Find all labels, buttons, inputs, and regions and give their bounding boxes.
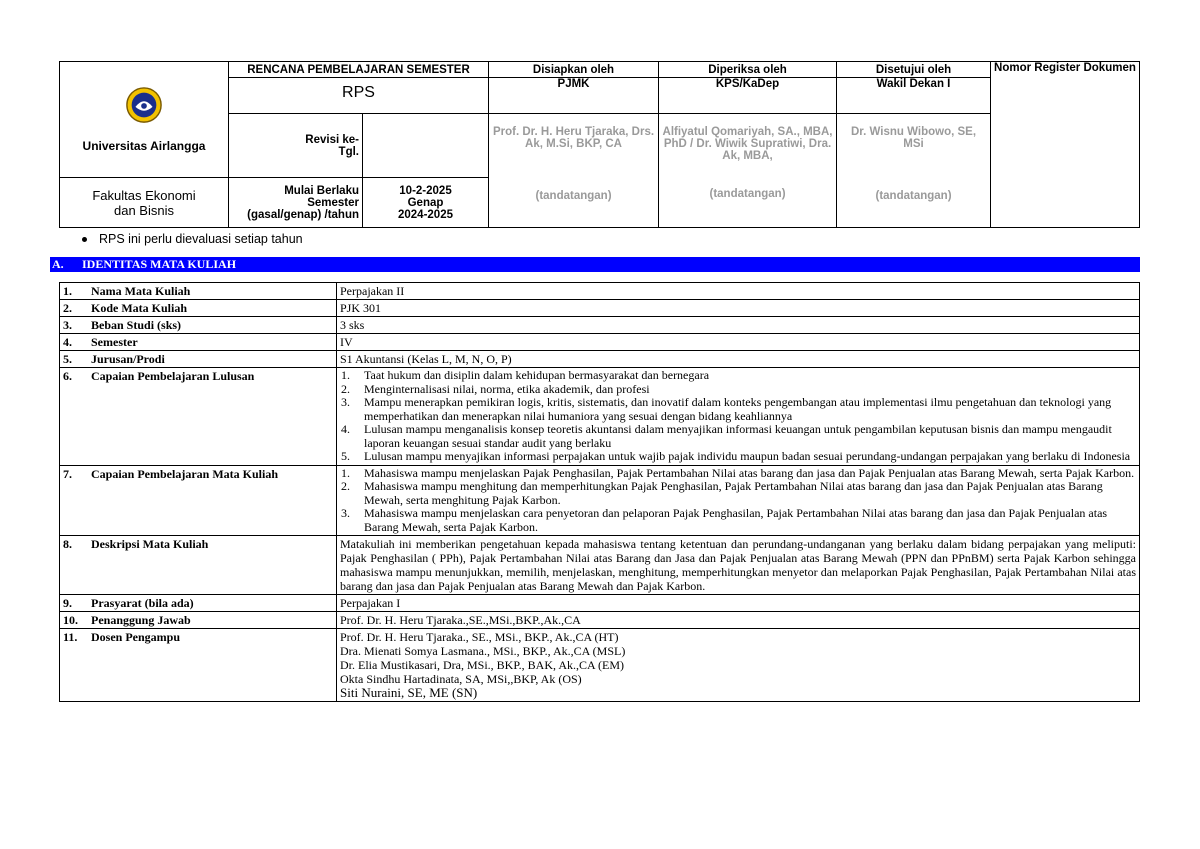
row-label: Capaian Pembelajaran Mata Kuliah	[91, 466, 279, 481]
course-description-value: Matakuliah ini memberikan pengetahuan kepada mahasiswa tentang ketentuan dan perundang-undanganan yang berlaku dalam bidang perpajakan yang meliputi: Pajak Penghasilan ( PPh), Pajak Pertambahan Nilai atas Barang dan Jasa dan Pajak Penjualan atas Barang Mewah (PPN dan PPnBM) serta Pajak Karbon sehingga mahasiswa mampu menunjukkan, memilih, menjelaskan, menghitung, memperhitungkan menyetor dan melaporkan Pajak Penghasilan, Pajak Pertambahan Nilai atas barang dan jasa dan Pajak Penjualan atas Barang Mewah dan Pajak Karbon.	[337, 536, 1140, 595]
lecturer-line: Dra. Mienati Somya Lasmana., MSi., BKP., Ak.,CA (MSL)	[340, 644, 626, 658]
table-row: 11. Dosen Pengampu Prof. Dr. H. Heru Tjaraka., SE., MSi., BKP., Ak.,CA (HT) Dra. Mienati Somya Lasmana., MSi., BKP., Ak.,CA (MSL) Dr. Elia Mustikasari, Dra, MSi., BKP., BAK, Ak.,CA (EM) Okta Sindhu Hartadinata, SA, MSi,,BKP, Ak (OS) Siti Nuraini, SE, ME (SN)	[60, 629, 1140, 702]
course-outcomes-cell	[337, 465, 1140, 536]
checked-name: Alfiyatul Qomariyah, SA., MBA, PhD / Dr. Wiwik Supratiwi, Dra. Ak, MBA,	[662, 126, 833, 162]
lecturers-cell	[337, 629, 1140, 702]
semester-value: IV	[337, 334, 1140, 351]
course-name-value: Perpajakan II	[337, 283, 1140, 300]
revisi-label: Revisi ke-	[305, 133, 359, 146]
table-row: 10. Penanggung Jawab Prof. Dr. H. Heru Tjaraka.,SE.,MSi.,BKP.,Ak.,CA	[60, 612, 1140, 629]
lecturer-line: Siti Nuraini, SE, ME (SN)	[340, 685, 478, 700]
approved-cell	[837, 114, 991, 228]
table-row: 1. Nama Mata Kuliah Perpajakan II	[60, 283, 1140, 300]
graduate-outcomes-list	[340, 369, 1136, 464]
lecturer-line: Okta Sindhu Hartadinata, SA, MSi,,BKP, Ak (OS)	[340, 672, 582, 686]
faculty-cell	[60, 178, 229, 228]
credits-value: 3 sks	[337, 317, 1140, 334]
revisi-cell	[229, 114, 363, 178]
document-header-table	[59, 61, 1140, 228]
table-row: 2. Kode Mata Kuliah PJK 301	[60, 300, 1140, 317]
revisi-value	[363, 114, 489, 178]
approved-role: Wakil Dekan I	[837, 78, 991, 114]
register-label: Nomor Register Dokumen	[991, 62, 1140, 228]
university-name: Universitas Airlangga	[82, 139, 206, 153]
table-row: 8. Deskripsi Mata Kuliah Matakuliah ini memberikan pengetahuan kepada mahasiswa tentang ketentuan dan perundang-undanganan yang berlaku dalam bidang perpajakan yang meliputi: Pajak Penghasilan ( PPh), Pajak Pertambahan Nilai atas Barang dan Jasa dan Pajak Penjualan atas Barang Mewah (PPN dan PPnBM) serta Pajak Karbon sehingga mahasiswa mampu menunjukkan, memilih, menjelaskan, menghitung, memperhitungkan menyetor dan melaporkan Pajak Penghasilan, Pajak Pertambahan Nilai atas barang dan jasa dan Pajak Penjualan atas Barang Mewah dan Pajak Karbon.	[60, 536, 1140, 595]
list-item: 3. Mahasiswa mampu menjelaskan cara penyetoran dan pelaporan Pajak Penghasilan, Pajak Pertambahan Nilai atas barang dan jasa dan Pajak Penjualan atas Barang Mewah, serta Pajak Karbon.	[341, 506, 1108, 534]
list-item: 4. Lulusan mampu menganalisis konsep teoretis akuntansi dalam menyajikan informasi keuangan untuk pengambilan keputusan bisnis dan mampu mengaudit laporan keuangan sesuai standar audit yang berlaku	[341, 422, 1112, 450]
row-label: Prasyarat (bila ada)	[91, 596, 194, 610]
table-row: 6. Capaian Pembelajaran Lulusan 1. Taat hukum dan disiplin dalam kehidupan bermasyarakat dan bernegara 2. Menginternalisasi nilai, norma, etika akademik, dan profesi 3. Mampu menerapkan pemikiran logis, kritis, sistematis, dan inovatif dalam konteks pengembangan atau implementasi ilmu pengetahuan dan teknologi yang memperhatikan dan menerapkan nilai humaniora yang sesuai dengan bidang keahliannya 4. Lulusan mampu menganalisis konsep teoretis akuntansi dalam menyajikan informasi keuangan untuk pengambilan keputusan bisnis dan mampu mengaudit laporan keuangan sesuai standar audit yang berlaku 5. Lulusan mampu menyajikan informasi perpajakan untuk wajib pajak individu maupun badan sesuai perundang-undangan perpajakan yang berlaku di Indonesia	[60, 368, 1140, 466]
section-bar	[50, 257, 1140, 272]
table-row: 5. Jurusan/Prodi S1 Akuntansi (Kelas L, M, N, O, P)	[60, 351, 1140, 368]
tahun-value: 2024-2025	[398, 208, 453, 221]
prepared-cell	[489, 114, 659, 228]
list-item: 2. Menginternalisasi nilai, norma, etika akademik, dan profesi	[341, 381, 650, 396]
program-value: S1 Akuntansi (Kelas L, M, N, O, P)	[337, 351, 1140, 368]
graduate-outcomes-cell	[337, 368, 1140, 466]
list-item: 2. Mahasiswa mampu menghitung dan memperhitungkan Pajak Penghasilan, Pajak Pertambahan Nilai atas barang dan jasa dan Pajak Penjualan atas Barang Mewah, serta menghitung Pajak Karbon.	[341, 479, 1103, 507]
table-row: 9. Prasyarat (bila ada) Perpajakan I	[60, 595, 1140, 612]
prepared-name: Prof. Dr. H. Heru Tjaraka, Drs. Ak, M.Si, BKP, CA	[492, 126, 655, 150]
tahun-label: (gasal/genap) /tahun	[247, 208, 359, 221]
section-letter: A.	[52, 257, 64, 271]
lecturer-line: Prof. Dr. H. Heru Tjaraka., SE., MSi., BKP., Ak.,CA (HT)	[340, 630, 619, 644]
list-item: 3. Mampu menerapkan pemikiran logis, kritis, sistematis, dan inovatif dalam konteks pengembangan atau implementasi ilmu pengetahuan dan teknologi yang memperhatikan dan menerapkan nilai humaniora yang sesuai dengan bidang keahliannya	[341, 395, 1112, 423]
list-item: 1. Taat hukum dan disiplin dalam kehidupan bermasyarakat dan bernegara	[341, 368, 710, 382]
row-label: Semester	[91, 335, 138, 349]
table-row: 3. Beban Studi (sks) 3 sks	[60, 317, 1140, 334]
evaluation-note	[82, 232, 303, 246]
approved-signature: (tandatangan)	[875, 190, 952, 202]
prerequisite-value: Perpajakan I	[337, 595, 1140, 612]
course-outcomes-list	[340, 467, 1136, 535]
lecturer-line: Dr. Elia Mustikasari, Dra, MSi., BKP., BAK, Ak.,CA (EM)	[340, 658, 625, 672]
doc-type: RENCANA PEMBELAJARAN SEMESTER	[229, 62, 489, 78]
checked-label: Diperiksa oleh	[659, 62, 837, 78]
prepared-label: Disiapkan oleh	[489, 62, 659, 78]
list-item: 5. Lulusan mampu menyajikan informasi perpajakan untuk wajib pajak individu maupun badan sesuai perundang-undangan perpajakan yang berlaku di Indonesia	[341, 449, 1131, 463]
evaluation-note-text: RPS ini perlu dievaluasi setiap tahun	[99, 232, 303, 246]
list-item: 1. Mahasiswa mampu menjelaskan Pajak Penghasilan, Pajak Pertambahan Nilai atas barang dan jasa dan Pajak Penjualan atas Barang Mewah, serta Pajak Karbon.	[341, 465, 1135, 480]
prepared-signature: (tandatangan)	[535, 190, 612, 202]
approved-label: Disetujui oleh	[837, 62, 991, 78]
validity-labels	[229, 178, 363, 228]
semester-label: Semester	[307, 196, 359, 209]
checked-signature: (tandatangan)	[709, 188, 786, 200]
tgl-label: Tgl.	[338, 145, 359, 158]
checked-role: KPS/KaDep	[659, 78, 837, 114]
validity-values	[363, 178, 489, 228]
prepared-role: PJMK	[489, 78, 659, 114]
course-code-value: PJK 301	[337, 300, 1140, 317]
row-label: Beban Studi (sks)	[91, 318, 182, 332]
semester-value: Genap	[407, 196, 444, 209]
row-label: Jurusan/Prodi	[91, 352, 165, 366]
row-label: Dosen Pengampu	[91, 630, 181, 644]
mulai-label: Mulai Berlaku	[284, 184, 359, 197]
row-label: Capaian Pembelajaran Lulusan	[91, 369, 255, 383]
approved-name: Dr. Wisnu Wibowo, SE, MSi	[851, 126, 977, 150]
row-label: Penanggung Jawab	[91, 613, 191, 627]
row-label: Deskripsi Mata Kuliah	[91, 537, 209, 551]
checked-cell	[659, 114, 837, 228]
responsible-value: Prof. Dr. H. Heru Tjaraka.,SE.,MSi.,BKP.,Ak.,CA	[337, 612, 1140, 629]
table-row: 7. Capaian Pembelajaran Mata Kuliah 1. Mahasiswa mampu menjelaskan Pajak Penghasilan, Pajak Pertambahan Nilai atas barang dan jasa dan Pajak Penjualan atas Barang Mewah, serta Pajak Karbon. 2. Mahasiswa mampu menghitung dan memperhitungkan Pajak Penghasilan, Pajak Pertambahan Nilai atas barang dan jasa dan Pajak Penjualan atas Barang Mewah, serta menghitung Pajak Karbon. 3. Mahasiswa mampu menjelaskan cara penyetoran dan pelaporan Pajak Penghasilan, Pajak Pertambahan Nilai atas barang dan jasa dan Pajak Penjualan atas Barang Mewah, serta Pajak Karbon.	[60, 465, 1140, 536]
faculty-line1: Fakultas Ekonomi	[92, 187, 196, 203]
table-row: 4. Semester IV	[60, 334, 1140, 351]
doc-short: RPS	[229, 78, 489, 114]
row-label: Nama Mata Kuliah	[91, 284, 191, 298]
mulai-value: 10-2-2025	[399, 184, 452, 197]
course-identity-table	[59, 282, 1140, 702]
bullet-icon	[82, 237, 87, 242]
university-cell	[60, 62, 229, 178]
row-label: Kode Mata Kuliah	[91, 301, 188, 315]
faculty-line2: dan Bisnis	[114, 202, 174, 218]
university-logo-icon	[125, 86, 163, 124]
section-title: IDENTITAS MATA KULIAH	[82, 257, 237, 271]
